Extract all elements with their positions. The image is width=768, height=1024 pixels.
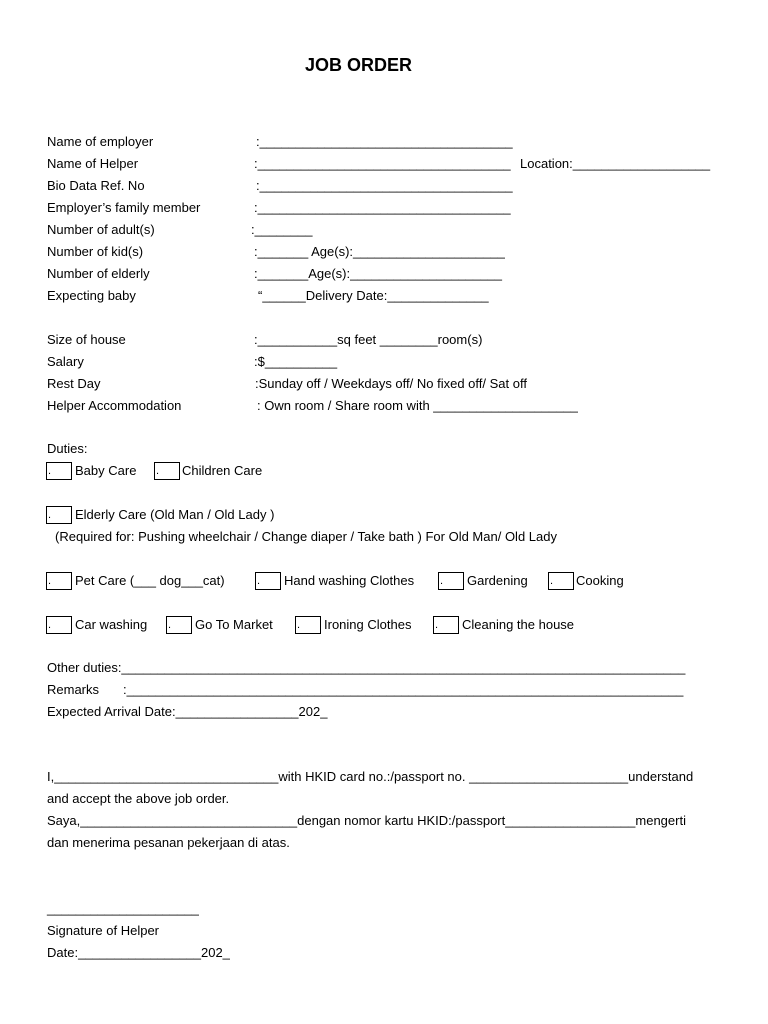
helper-label: Name of Helper [47,156,139,171]
other-duties-field[interactable]: Other duties:______________________________________________________________________________ [47,660,686,675]
kids-label: Number of kid(s) [47,244,144,259]
statement-line-4: dan menerima pesanan pekerjaan di atas. [47,835,290,850]
ironing-checkbox[interactable]: . [295,616,321,634]
signature-date-field[interactable]: Date:_________________202_ [47,945,230,960]
baby-care-checkbox[interactable]: . [46,462,72,480]
pet-care-label: Pet Care (___ dog___cat) [75,573,225,588]
family-label: Employer’s family member [47,200,201,215]
baby-care-label: Baby Care [75,463,137,478]
cooking-label: Cooking [576,573,624,588]
statement-line-2: and accept the above job order. [47,791,230,806]
pet-care-checkbox[interactable]: . [46,572,72,590]
go-to-market-label: Go To Market [195,617,273,632]
gardening-checkbox[interactable]: . [438,572,464,590]
accommodation-field[interactable]: : Own room / Share room with ____________________ [257,398,578,413]
children-care-label: Children Care [182,463,263,478]
adults-field[interactable]: :________ [251,222,313,237]
house-field[interactable]: :___________sq feet ________room(s) [254,332,483,347]
biodata-field[interactable]: :___________________________________ [256,178,513,193]
remarks-field[interactable]: :_____________________________________________________________________________ [123,682,684,697]
car-washing-label: Car washing [75,617,148,632]
remarks-label: Remarks [47,682,100,697]
arrival-date-field[interactable]: Expected Arrival Date:_________________202_ [47,704,328,719]
duties-heading: Duties: [47,441,88,456]
page-title: JOB ORDER [305,55,413,75]
accommodation-label: Helper Accommodation [47,398,182,413]
restday-field[interactable]: :Sunday off / Weekdays off/ No fixed off/ Sat off [255,376,527,391]
elderly-care-note: (Required for: Pushing wheelchair / Change diaper / Take bath ) For Old Man/ Old Lady [55,529,557,544]
restday-label: Rest Day [47,376,101,391]
cleaning-checkbox[interactable]: . [433,616,459,634]
cleaning-label: Cleaning the house [462,617,575,632]
statement-line-3: Saya,______________________________dengan nomor kartu HKID:/passport__________________mengerti [47,813,686,828]
signature-label: Signature of Helper [47,923,160,938]
children-care-checkbox[interactable]: . [154,462,180,480]
employer-field[interactable]: :___________________________________ [256,134,513,149]
family-field[interactable]: :___________________________________ [254,200,511,215]
gardening-label: Gardening [467,573,528,588]
statement-line-1: I,_______________________________with HKID card no.:/passport no. ______________________understand [47,769,694,784]
elderly-care-checkbox[interactable]: . [46,506,72,524]
signature-line[interactable]: _____________________ [47,901,199,916]
house-label: Size of house [47,332,126,347]
hand-washing-checkbox[interactable]: . [255,572,281,590]
cooking-checkbox[interactable]: . [548,572,574,590]
salary-field[interactable]: :$__________ [254,354,338,369]
car-washing-checkbox[interactable]: . [46,616,72,634]
elderly-field[interactable]: :_______Age(s):_____________________ [254,266,502,281]
baby-field[interactable]: “______Delivery Date:______________ [258,288,489,303]
kids-field[interactable]: :_______ Age(s):_____________________ [254,244,505,259]
elderly-label: Number of elderly [47,266,150,281]
employer-label: Name of employer [47,134,154,149]
elderly-care-label: Elderly Care (Old Man / Old Lady ) [75,507,275,522]
go-to-market-checkbox[interactable]: . [166,616,192,634]
hand-washing-label: Hand washing Clothes [284,573,415,588]
baby-label: Expecting baby [47,288,136,303]
ironing-label: Ironing Clothes [324,617,412,632]
biodata-label: Bio Data Ref. No [47,178,145,193]
location-field[interactable]: Location:___________________ [520,156,711,171]
salary-label: Salary [47,354,84,369]
helper-field[interactable]: :___________________________________ [254,156,511,171]
adults-label: Number of adult(s) [47,222,155,237]
